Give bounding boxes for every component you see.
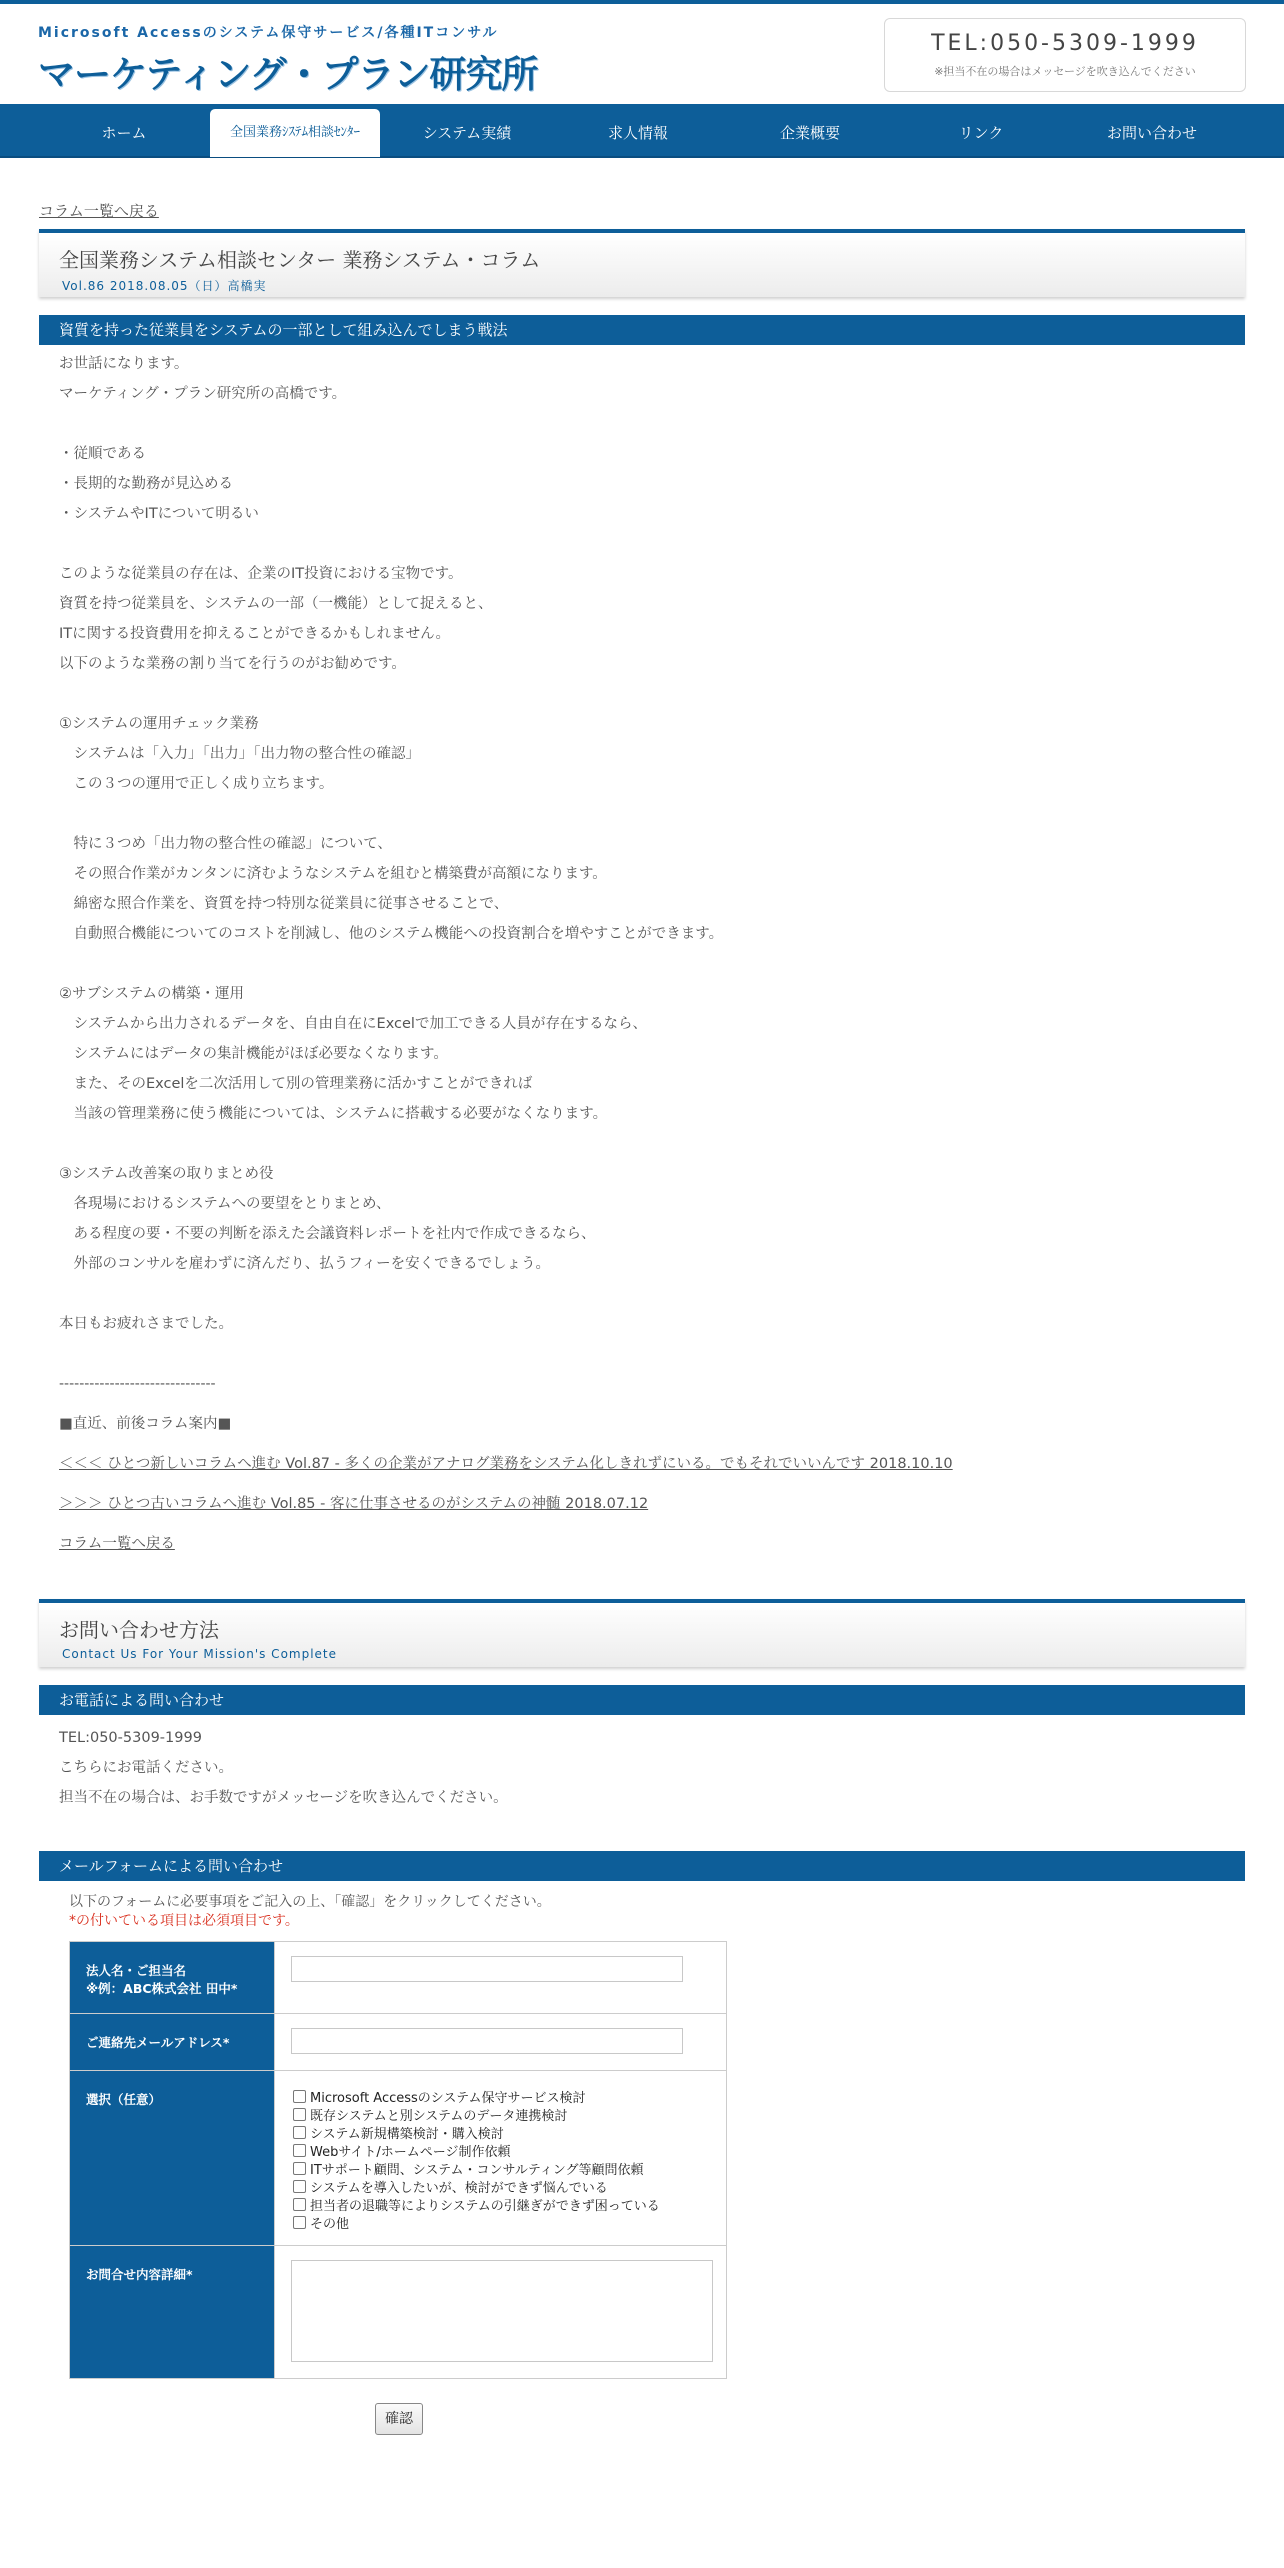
required-note: *の付いている項目は必須項目です。 (69, 1913, 299, 1929)
email-field-cell (275, 2014, 727, 2071)
name-label-cell (70, 1942, 275, 2014)
column-body-line: ②サブシステムの構築・運用 (59, 986, 244, 1002)
column-body-line: 自動照合機能についてのコストを削減し、他のシステム機能への投資割合を増やすことができます。 (59, 926, 724, 942)
column-body-line (59, 949, 1245, 979)
option-label: ITサポート顧問、システム・コンサルティング等顧問依頼 (310, 2162, 644, 2178)
option-label: 既存システムと別システムのデータ連携検討 (310, 2108, 568, 2124)
header-tel-number: TEL:050-5309-1999 (931, 31, 1199, 56)
name-field-cell (275, 1942, 727, 2014)
column-body-line (59, 529, 1245, 559)
column-body-line: 特に３つめ「出力物の整合性の確認」について、 (59, 836, 392, 852)
column-body-line: また、そのExcelを二次活用して別の管理業務に活かすことができれば (59, 1076, 533, 1092)
option-undecided[interactable] (293, 2177, 726, 2195)
column-body-line: ①システムの運用チェック業務 (59, 716, 259, 732)
nav-item-company[interactable]: 企業概要 (779, 124, 840, 142)
option-label: Microsoft Accessのシステム保守サービス検討 (310, 2090, 586, 2106)
detail-label: お問合せ内容詳細* (86, 2267, 193, 2282)
column-body-line: ・システムやITについて明るい (59, 506, 259, 522)
nav-item-system-works[interactable]: システム実績 (422, 124, 512, 142)
column-meta: Vol.86 2018.08.05（日）高橋実 (62, 279, 267, 293)
next-column-link[interactable]: ＜＜＜ ひとつ新しいコラムへ進む Vol.87 - 多くの企業がアナログ業務をシステム化しきれずにいる。でもそれでいいんです 2018.10.10 (59, 1456, 953, 1472)
back-to-column-list-link[interactable]: コラム一覧へ戻る (39, 202, 159, 220)
checkbox[interactable] (293, 2198, 306, 2211)
checkbox[interactable] (293, 2108, 306, 2121)
phone-contact-heading: お電話による問い合わせ (39, 1685, 1245, 1715)
nav-item-links[interactable]: リンク (958, 124, 1004, 142)
site-logo[interactable] (38, 22, 538, 98)
detail-label-cell (70, 2246, 275, 2379)
column-body-line: ・長期的な勤務が見込める (59, 476, 233, 492)
select-label-cell (70, 2071, 275, 2246)
email-input[interactable] (291, 2028, 683, 2054)
detail-field-cell (275, 2246, 727, 2379)
checkbox[interactable] (293, 2162, 306, 2175)
name-label: 法人名・ご担当名 (86, 1963, 187, 1978)
name-input[interactable] (291, 1956, 683, 1982)
column-body-line: ・従順である (59, 446, 146, 462)
column-body-line (59, 1279, 1245, 1309)
phone-contact-section (39, 1715, 1245, 1813)
column-body-line (59, 679, 1245, 709)
nav-item-home[interactable]: ホーム (101, 124, 147, 142)
column-body-line (59, 1339, 1245, 1369)
header-tel-box (884, 18, 1246, 92)
option-other[interactable] (293, 2213, 726, 2231)
checkbox[interactable] (293, 2144, 306, 2157)
detail-textarea[interactable] (291, 2260, 713, 2362)
column-heading: 資質を持った従業員をシステムの一部として組み込んでしまう戦法 (39, 315, 1245, 345)
name-example-label: ※例：ABC株式会社 田中* (86, 1981, 238, 1996)
contact-title: お問い合わせ方法 (59, 1618, 219, 1642)
column-body-line: 綿密な照合作業を、資質を持つ特別な従業員に従事させることで、 (59, 896, 509, 912)
checkbox[interactable] (293, 2180, 306, 2193)
option-label: システム新規構築検討・購入検討 (310, 2126, 504, 2142)
contact-subtitle: Contact Us For Your Mission's Complete (62, 1647, 338, 1661)
column-body-line: 当該の管理業務に使う機能については、システムに搭載する必要がなくなります。 (59, 1106, 608, 1122)
column-body-line: システムにはデータの集計機能がほぼ必要なくなります。 (59, 1046, 448, 1062)
form-instructions: 以下のフォームに必要事項をご記入の上、「確認」をクリックしてください。 (69, 1894, 551, 1910)
options-cell (275, 2071, 727, 2246)
nav-item-jobs[interactable]: 求人情報 (607, 124, 668, 142)
checkbox[interactable] (293, 2216, 306, 2229)
main-content (39, 158, 1245, 2515)
column-body-line: システムは「入力」「出力」「出力物の整合性の確認」 (59, 746, 421, 762)
option-data-integration[interactable] (293, 2105, 726, 2123)
column-body-line: このような従業員の存在は、企業のIT投資における宝物です。 (59, 566, 463, 582)
logo-title: マーケティング・プラン研究所 (38, 53, 538, 96)
column-body-line: ある程度の要・不要の判断を添えた会議資料レポートを社内で作成できるなら、 (59, 1226, 596, 1242)
column-body-line: マーケティング・プラン研究所の高橋です。 (59, 386, 347, 402)
option-access-maintenance[interactable] (293, 2087, 726, 2105)
column-body-line (59, 409, 1245, 439)
column-body-line (59, 1129, 1245, 1159)
checkbox[interactable] (293, 2090, 306, 2103)
option-handover[interactable] (293, 2195, 726, 2213)
column-footer (39, 1369, 1245, 1559)
column-body-line: 本日もお疲れさまでした。 (59, 1316, 233, 1332)
main-nav (0, 104, 1284, 158)
column-body-line: 外部のコンサルを雇わずに済んだり、払うフィーを安くできるでしょう。 (59, 1256, 550, 1272)
option-it-advisor[interactable] (293, 2159, 726, 2177)
column-body-line: お世話になります。 (59, 356, 189, 372)
column-divider: ------------------------------- (59, 1376, 216, 1392)
column-body-line: ③システム改善案の取りまとめ役 (59, 1166, 274, 1182)
phone-line-message: 担当不在の場合は、お手数ですがメッセージを吹き込んでください。 (59, 1790, 508, 1806)
nearby-columns-heading: ■直近、前後コラム案内■ (59, 1416, 232, 1432)
option-website[interactable] (293, 2141, 726, 2159)
column-body-line: システムから出力されるデータを、自由自在にExcelで加工できる人員が存在するなら、 (59, 1016, 647, 1032)
mail-contact-heading: メールフォームによる問い合わせ (39, 1851, 1245, 1881)
column-body-line: 以下のような業務の割り当てを行うのがお勧めです。 (59, 656, 406, 672)
select-label: 選択（任意） (86, 2092, 162, 2107)
column-body-line: 資質を持つ従業員を、システムの一部（一機能）として捉えると、 (59, 596, 493, 612)
email-label: ご連絡先メールアドレス* (86, 2035, 230, 2050)
option-label: Webサイト/ホームページ制作依頼 (310, 2144, 511, 2160)
option-new-system[interactable] (293, 2123, 726, 2141)
site-header (0, 4, 1284, 104)
column-body-line: 各現場におけるシステムへの要望をとりまとめ、 (59, 1196, 391, 1212)
phone-line-tel: TEL:050-5309-1999 (59, 1730, 202, 1746)
option-label: その他 (310, 2216, 350, 2232)
email-label-cell (70, 2014, 275, 2071)
prev-column-link[interactable]: ＞＞＞ ひとつ古いコラムへ進む Vol.85 - 客に仕事させるのがシステムの神髄 2018.07.12 (59, 1496, 649, 1512)
confirm-button[interactable]: 確認 (375, 2403, 423, 2435)
contact-form (69, 1941, 727, 2379)
back-to-column-list-bottom-link[interactable]: コラム一覧へ戻る (59, 1536, 175, 1552)
nav-item-consult-center[interactable]: 全国業務ｼｽﾃﾑ相談ｾﾝﾀｰ (210, 109, 380, 157)
form-intro (39, 1881, 1245, 1931)
option-label: 担当者の退職等によりシステムの引継ぎができず困っている (310, 2198, 660, 2214)
checkbox[interactable] (293, 2126, 306, 2139)
column-body-line (59, 799, 1245, 829)
logo-tagline: Microsoft Accessのシステム保守サービス/各種ITコンサル (38, 25, 499, 41)
column-body-line: その照合作業がカンタンに済むようなシステムを組むと構築費が高額になります。 (59, 866, 607, 882)
option-label: システムを導入したいが、検討ができず悩んでいる (310, 2180, 608, 2196)
contact-title-box (39, 1599, 1245, 1667)
column-body-line: この３つの運用で正しく成り立ちます。 (59, 776, 334, 792)
nav-item-contact[interactable]: お問い合わせ (1106, 124, 1197, 142)
column-body (39, 345, 1245, 1369)
page-title: 全国業務システム相談センター 業務システム・コラム (59, 248, 541, 272)
phone-line-call: こちらにお電話ください。 (59, 1760, 233, 1776)
column-body-line: ITに関する投資費用を抑えることができるかもしれません。 (59, 626, 451, 642)
header-tel-note: ※担当不在の場合はメッセージを吹き込んでください (934, 65, 1196, 78)
column-title-box (39, 229, 1245, 297)
